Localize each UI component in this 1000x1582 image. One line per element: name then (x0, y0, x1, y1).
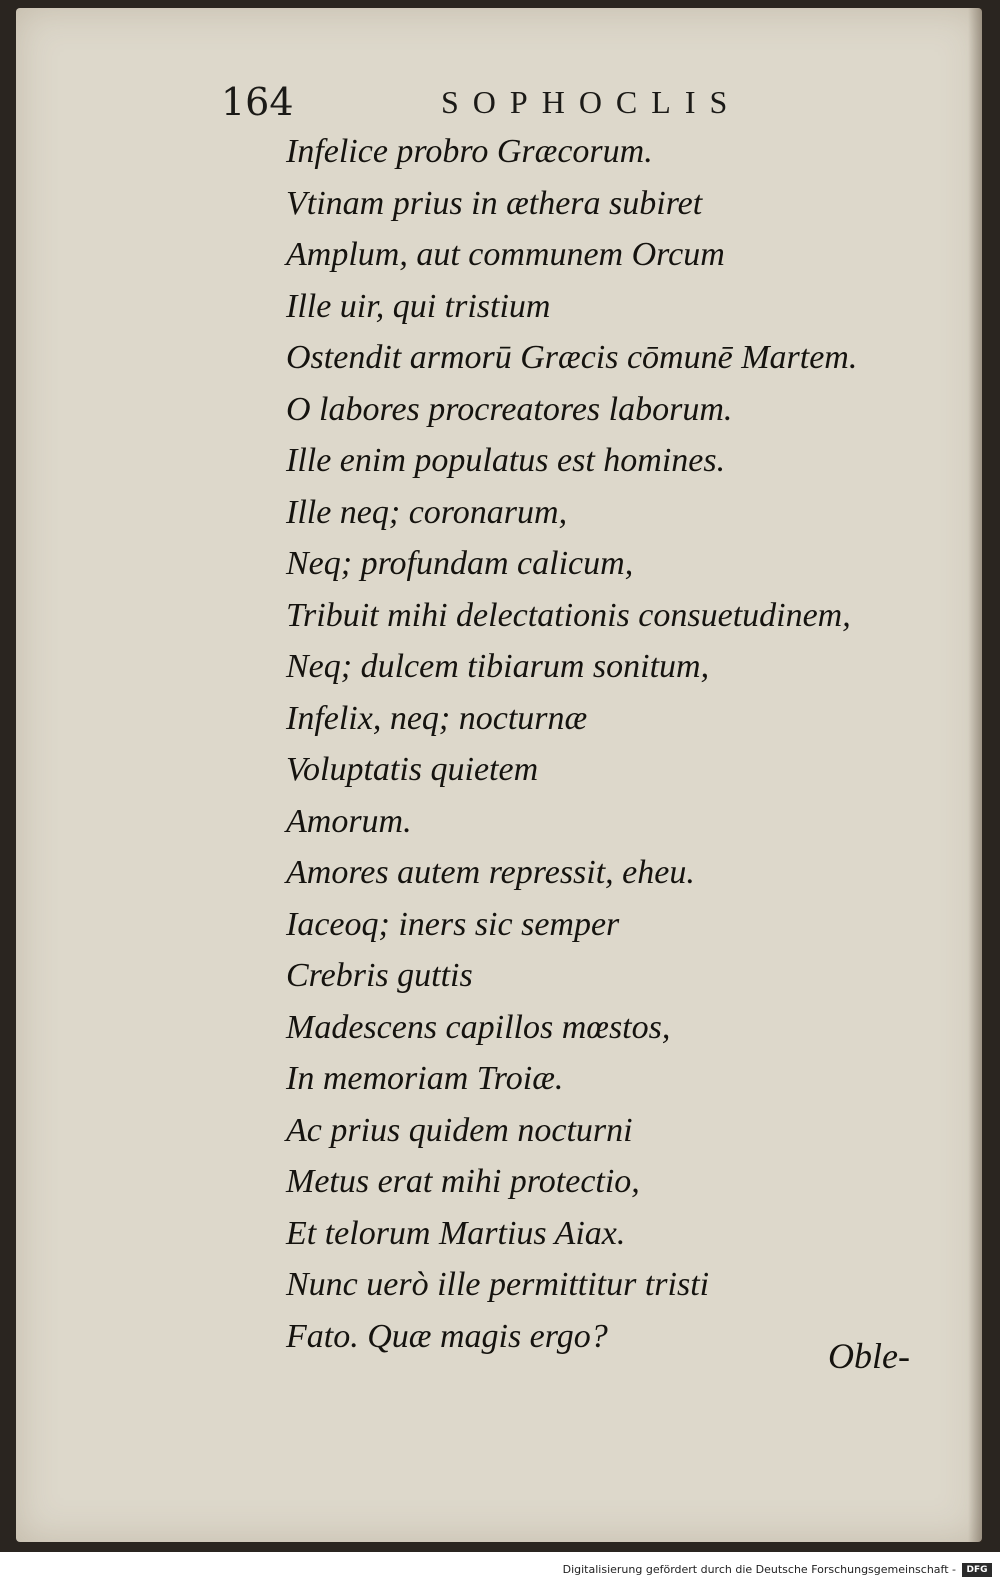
book-page (16, 8, 982, 1542)
verse-line: Voluptatis quietem (286, 751, 539, 788)
verse-line: Tribuit mihi delectationis consuetudinem, (286, 596, 851, 634)
verse-line: Infelix, neq; nocturnæ (286, 699, 588, 737)
catchword: Oble- (828, 1336, 910, 1376)
verse-line: Iaceoq; iners sic semper (286, 905, 620, 943)
verse-line: Amorum. (286, 802, 412, 840)
verse-line: Crebris guttis (286, 957, 473, 994)
verse-line: Ac prius quidem nocturni (286, 1111, 633, 1149)
verse-line: Nunc uerò ille permittitur tristi (286, 1266, 710, 1303)
verse-text (286, 126, 857, 1362)
verse-line: Fato. Quæ magis ergo? (286, 1317, 608, 1355)
verse-line: Amplum, aut communem Orcum (286, 236, 725, 273)
page-gutter-shadow (968, 8, 982, 1542)
verse-line: Ille uir, qui tristium (286, 287, 551, 325)
dfg-logo-icon: DFG (962, 1563, 992, 1577)
verse-line: Amores autem repressit, eheu. (286, 854, 695, 891)
funding-credit: Digitalisierung gefördert durch die Deutsche Forschungsgemeinschaft - (562, 1563, 956, 1576)
verse-line: Vtinam prius in æthera subiret (286, 184, 703, 222)
verse-line: Ille neq; coronarum, (286, 493, 568, 531)
page-number: 164 (221, 80, 294, 124)
verse-line: Ostendit armorū Græcis cōmunē Martem. (286, 339, 858, 376)
verse-line: Madescens capillos mœstos, (286, 1008, 671, 1046)
verse-line: Et telorum Martius Aiax. (286, 1214, 626, 1252)
verse-line: Infelice probro Græcorum. (286, 133, 653, 170)
footer-bar (0, 1552, 1000, 1582)
verse-line: In memoriam Troiæ. (286, 1060, 564, 1097)
verse-line: Metus erat mihi protectio, (286, 1163, 640, 1200)
verse-line: O labores procreatores laborum. (286, 390, 733, 428)
verse-line: Neq; dulcem tibiarum sonitum, (286, 648, 710, 685)
verse-line: Ille enim populatus est homines. (286, 442, 726, 479)
running-title: SOPHOCLIS (441, 84, 742, 120)
verse-line: Neq; profundam calicum, (286, 545, 634, 582)
